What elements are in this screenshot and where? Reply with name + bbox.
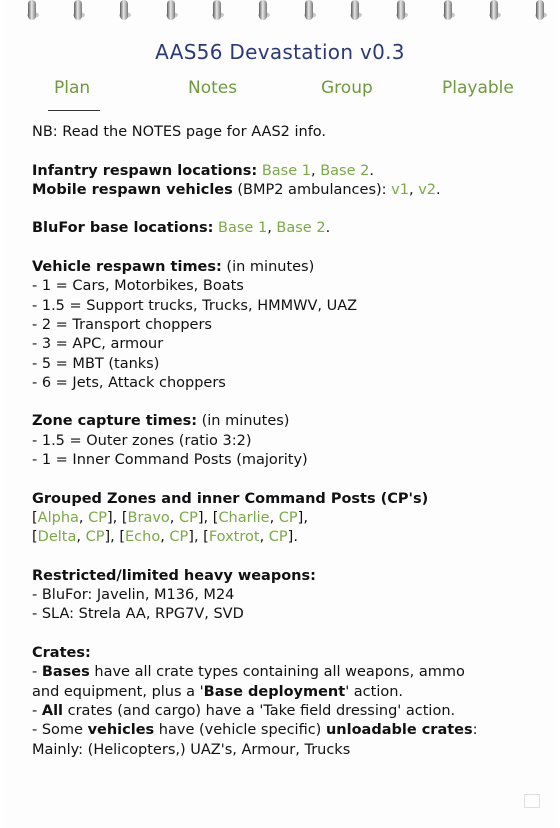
cp-echo-link[interactable]: CP bbox=[169, 529, 189, 546]
zone-bravo-link[interactable]: Bravo bbox=[127, 509, 170, 526]
notebook-page bbox=[4, 0, 556, 828]
zone-charlie-link[interactable]: Charlie bbox=[218, 509, 270, 526]
binding-ring-icon bbox=[207, 0, 229, 24]
crates-heading: Crates: bbox=[32, 645, 91, 662]
cp-charlie-link[interactable]: CP bbox=[278, 509, 298, 526]
list-item: - 3 = APC, armour bbox=[32, 336, 164, 353]
binding-ring-icon bbox=[253, 0, 275, 24]
grouped-zones-heading: Grouped Zones and inner Command Posts (CP's) bbox=[32, 490, 429, 507]
blufor-label: BluFor base locations: bbox=[32, 220, 214, 237]
crates-line-4: - Some vehicles have (vehicle specific) unloadable crates: bbox=[32, 722, 478, 739]
base-1-link[interactable]: Base 1 bbox=[261, 162, 311, 179]
blufor-base-1-link[interactable]: Base 1 bbox=[218, 220, 268, 237]
crates-line-1: - Bases have all crate types containing all weapons, ammo bbox=[32, 664, 465, 681]
binding-ring-icon bbox=[484, 0, 506, 24]
binding-ring-icon bbox=[530, 0, 552, 24]
zone-in-minutes: (in minutes) bbox=[197, 413, 290, 430]
binding-ring-icon bbox=[161, 0, 183, 24]
tab-group[interactable]: Group bbox=[321, 78, 373, 98]
zone-delta-link[interactable]: Delta bbox=[37, 529, 77, 546]
base-2-link[interactable]: Base 2 bbox=[320, 162, 370, 179]
briefing-content bbox=[32, 123, 532, 760]
list-item: - BluFor: Javelin, M136, M24 bbox=[32, 587, 235, 604]
crates-line-2: and equipment, plus a 'Base deployment' action. bbox=[32, 683, 404, 700]
list-item: - 1.5 = Support trucks, Trucks, HMMWV, UAZ bbox=[32, 297, 358, 314]
binding-ring-icon bbox=[438, 0, 460, 24]
zone-capture-heading bbox=[32, 412, 532, 431]
nb-text: NB: Read the NOTES page for AAS2 info. bbox=[32, 124, 327, 140]
binding-ring-icon bbox=[114, 0, 136, 24]
active-tab-indicator bbox=[48, 110, 100, 111]
spiral-binding bbox=[22, 0, 552, 26]
mobile-rest: (BMP2 ambulances): bbox=[232, 181, 392, 198]
list-item: - 1 = Inner Command Posts (majority) bbox=[32, 452, 308, 469]
list-item: - 1.5 = Outer zones (ratio 3:2) bbox=[32, 432, 252, 449]
binding-ring-icon bbox=[68, 0, 90, 24]
zone-groups-line-2: [Delta, CP], [Echo, CP], [Foxtrot, CP]. bbox=[32, 529, 298, 546]
list-item: - 5 = MBT (tanks) bbox=[32, 355, 160, 372]
binding-ring-icon bbox=[22, 0, 44, 24]
page-title: AAS56 Devastation v0.3 bbox=[155, 40, 405, 64]
cp-bravo-link[interactable]: CP bbox=[179, 509, 198, 526]
zone-groups-line-1: [Alpha, CP], [Bravo, CP], [Charlie, CP], bbox=[32, 509, 308, 526]
tab-playable[interactable]: Playable bbox=[442, 78, 514, 98]
infantry-respawn-line: Infantry respawn locations: Base 1, Base 2. bbox=[32, 162, 374, 179]
blufor-base-line: BluFor base locations: Base 1, Base 2. bbox=[32, 220, 331, 237]
tab-notes[interactable]: Notes bbox=[188, 78, 238, 98]
restricted-weapons-heading: Restricted/limited heavy weapons: bbox=[32, 567, 316, 584]
page-corner-mark bbox=[524, 794, 540, 808]
zone-alpha-link[interactable]: Alpha bbox=[37, 509, 79, 526]
v2-link[interactable]: v2 bbox=[418, 181, 437, 198]
binding-ring-icon bbox=[299, 0, 321, 24]
blufor-base-2-link[interactable]: Base 2 bbox=[276, 220, 326, 237]
infantry-label: Infantry respawn locations: bbox=[32, 162, 258, 179]
cp-foxtrot-link[interactable]: CP bbox=[268, 529, 288, 546]
zone-echo-link[interactable]: Echo bbox=[125, 529, 161, 546]
list-item: - 6 = Jets, Attack choppers bbox=[32, 374, 226, 391]
binding-ring-icon bbox=[391, 0, 413, 24]
list-item: - 2 = Transport choppers bbox=[32, 316, 212, 333]
vehicle-label: Vehicle respawn times: bbox=[32, 259, 222, 276]
tab-bar bbox=[4, 78, 556, 118]
tab-plan[interactable]: Plan bbox=[54, 78, 91, 98]
vehicle-respawn-heading bbox=[32, 258, 532, 277]
cp-alpha-link[interactable]: CP bbox=[88, 509, 107, 526]
binding-ring-icon bbox=[345, 0, 367, 24]
mobile-label: Mobile respawn vehicles bbox=[32, 181, 233, 198]
crates-line-5: Mainly: (Helicopters,) UAZ's, Armour, Trucks bbox=[32, 741, 351, 758]
vehicle-in-minutes: (in minutes) bbox=[221, 259, 315, 276]
zone-label: Zone capture times: bbox=[32, 413, 198, 430]
list-item: - 1 = Cars, Motorbikes, Boats bbox=[32, 278, 244, 295]
zone-foxtrot-link[interactable]: Foxtrot bbox=[208, 529, 260, 546]
v1-link[interactable]: v1 bbox=[391, 181, 409, 198]
mobile-respawn-line: Mobile respawn vehicles (BMP2 ambulances): v1, v2. bbox=[32, 181, 441, 198]
crates-line-3: - All crates (and cargo) have a 'Take field dressing' action. bbox=[32, 702, 456, 719]
cp-delta-link[interactable]: CP bbox=[85, 529, 105, 546]
list-item: - SLA: Strela AA, RPG7V, SVD bbox=[32, 606, 244, 623]
